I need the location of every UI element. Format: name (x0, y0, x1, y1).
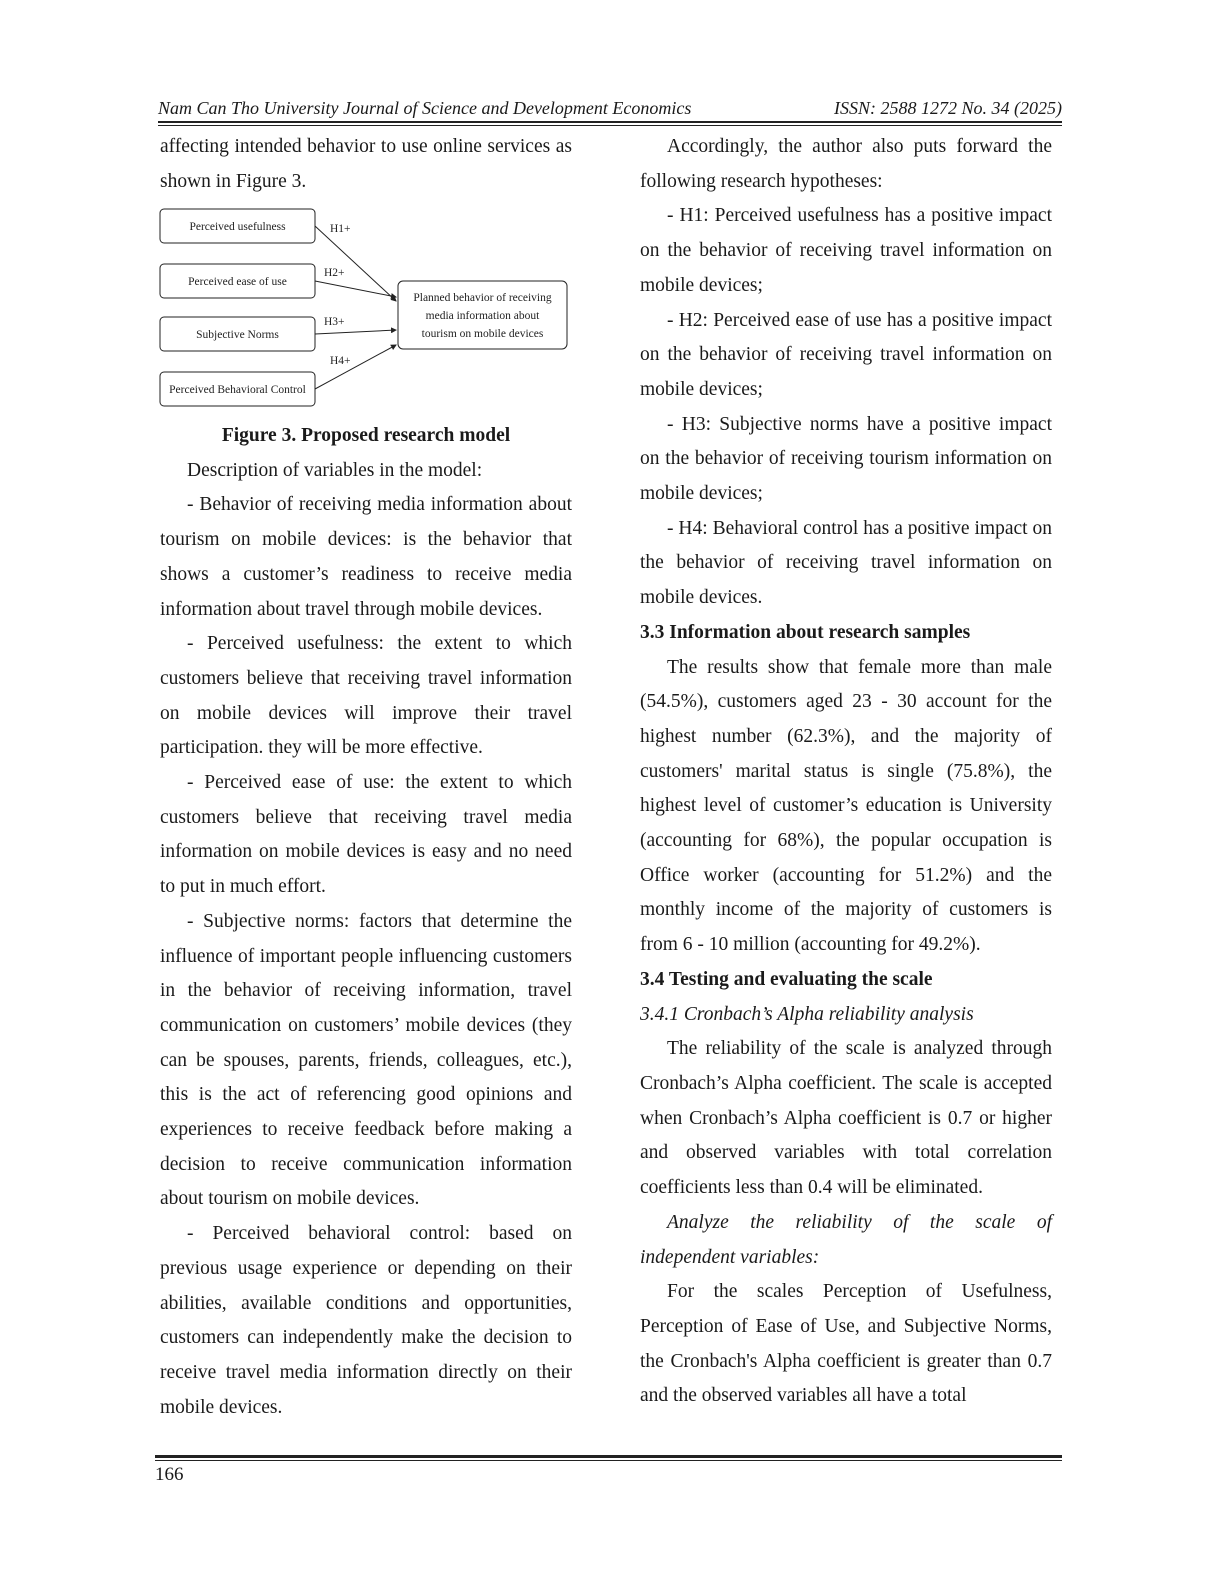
right-column (640, 130, 1052, 1414)
subsection-heading-3-4-1: 3.4.1 Cronbach’s Alpha reliability analysis (640, 1003, 974, 1025)
arrow-h1 (315, 226, 396, 301)
page-number: 166 (155, 1464, 184, 1485)
arrow-h2 (315, 281, 396, 297)
section-heading-3-3: 3.3 Information about research samples (640, 621, 971, 643)
paragraph: - Subjective norms: factors that determine the influence of important people influencing customers in the behavior of receiving information, travel communication on customers’ mobile devices (they can be spouses, parents, friends, colleagues, etc.), this is the act of referencing good opinions and experiences to receive feedback before making a decision to receive communication information about tourism on mobile devices. (160, 910, 572, 1210)
footer-rule-thin (155, 1460, 1062, 1461)
paragraph: Description of variables in the model: (187, 459, 483, 481)
section-heading-3-4: 3.4 Testing and evaluating the scale (640, 968, 933, 990)
box-subjective-norms-label: Subjective Norms (196, 329, 279, 341)
paragraph: - Perceived ease of use: the extent to which customers believe that receiving travel media information on mobile devices is easy and no need to put in much effort. (160, 772, 572, 898)
label-h2: H2+ (324, 267, 345, 279)
journal-title: Nam Can Tho University Journal of Science and Development Economics (158, 98, 692, 118)
arrow-h3 (315, 330, 396, 334)
paragraph: For the scales Perception of Usefulness, Perception of Ease of Use, and Subjective Norms, the Cronbach's Alpha coefficient is greater than 0.7 and the observed variables all have a total (640, 1281, 1052, 1407)
paragraph: - Perceived usefulness: the extent to which customers believe that receiving travel information on mobile devices will improve their travel participation. they will be more effective. (160, 633, 572, 759)
paragraph: - Perceived behavioral control: based on previous usage experience or depending on their abilities, available conditions and opportunities, customers can independently make the decision to receive travel media information directly on their mobile devices. (160, 1223, 572, 1418)
left-column-bottom (160, 419, 572, 1425)
box-perceived-usefulness-label: Perceived usefulness (189, 221, 286, 233)
label-h4: H4+ (330, 355, 351, 367)
target-line-1: Planned behavior of receiving (413, 292, 552, 304)
running-header (158, 98, 1062, 122)
header-rule (158, 121, 1062, 123)
diagram-svg (158, 205, 573, 413)
hypothesis-h3: - H3: Subjective norms have a positive impact on the behavior of receiving tourism information on mobile devices; (640, 413, 1052, 505)
hypothesis-h4: - H4: Behavioral control has a positive impact on the behavior of receiving travel information on mobile devices. (640, 517, 1052, 609)
paragraph: - Behavior of receiving media information about tourism on mobile devices: is the behavior that shows a customer’s readiness to receive media information about travel through mobile devices. (160, 494, 572, 620)
figure-caption: Figure 3. Proposed research model (221, 425, 511, 446)
arrow-h4 (315, 345, 396, 389)
target-line-3: tourism on mobile devices (421, 328, 544, 340)
box-perceived-ease-of-use-label: Perceived ease of use (188, 276, 287, 288)
paragraph: The results show that female more than male (54.5%), customers aged 23 - 30 account for the highest number (62.3%), and the majority of customers' marital status is single (75.8%), the highest level of customer’s education is University (accounting for 68%), the popular occupation is Office worker (accounting for 51.2%) and the monthly income of the majority of customers is from 6 - 10 million (accounting for 49.2%). (640, 656, 1052, 956)
header-rule-thin (158, 125, 1062, 126)
research-model-diagram (158, 205, 573, 413)
paragraph: Accordingly, the author also puts forward the following research hypotheses: (640, 136, 1052, 192)
label-h1: H1+ (330, 223, 351, 235)
target-line-2: media information about (425, 310, 540, 322)
box-perceived-behavioral-control-label: Perceived Behavioral Control (169, 384, 306, 396)
paragraph-italic: Analyze the reliability of the scale of independent variables: (640, 1211, 1052, 1268)
paragraph: affecting intended behavior to use online services as shown in Figure 3. (160, 136, 572, 192)
issn-issue: ISSN: 2588 1272 No. 34 (2025) (834, 98, 1062, 118)
hypothesis-h1: - H1: Perceived usefulness has a positive impact on the behavior of receiving travel information on mobile devices; (640, 205, 1052, 296)
label-h3: H3+ (324, 316, 345, 328)
paragraph: The reliability of the scale is analyzed through Cronbach’s Alpha coefficient. The scale is accepted when Cronbach’s Alpha coefficient is 0.7 or higher and observed variables with total correlation coefficients less than 0.4 will be eliminated. (640, 1038, 1052, 1199)
left-column-top (160, 130, 572, 199)
footer-rule (155, 1455, 1062, 1458)
hypothesis-h2: - H2: Perceived ease of use has a positive impact on the behavior of receiving travel information on mobile devices; (640, 309, 1052, 400)
